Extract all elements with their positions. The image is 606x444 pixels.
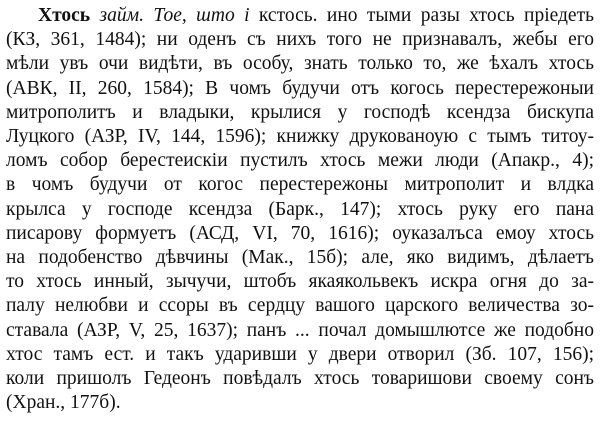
entry-line-9: крылса у господе ксендза (Барк., 147); хтось руку его пана <box>6 198 594 220</box>
entry-line-13: палу нелюбви и ссоры въ сердцу вашого царского величества зо- <box>6 295 594 317</box>
entry-line-1 <box>6 4 594 28</box>
entry-line-5: митрополитъ и владыки, крылися у господѣ ксендза бискупа <box>6 101 594 123</box>
entry-line-17: (Хран., 177б). <box>6 392 121 414</box>
entry-line-16: коли пришолъ Гедеонъ повѣдалъ хтось товаришови своему сонъ <box>6 368 594 390</box>
line-text: кстось. ино тыми разы хтось пріедеть <box>249 5 594 26</box>
entry-line-3: мѣли увъ очи видѣти, въ особу, знать только то, же ѣхалъ хтось <box>6 53 594 75</box>
entry-line-6: Луцкого (АЗР, IV, 144, 1596); книжку друкованоую с тымъ титоу- <box>6 126 594 148</box>
entry-line-4: (АВК, II, 260, 1584); В чомъ будучи отъ когось перестережоныи <box>6 77 594 99</box>
entry-line-2: (КЗ, 361, 1484); ни оденъ съ нихъ того не признавалъ, жебы его <box>6 29 594 51</box>
entry-line-8: в чомъ будучи от когос перестережоны митрополит и влдка <box>6 174 594 196</box>
entry-line-7: ломъ собор берестеискіи пустилъ хтось межи люди (Апакр., 4); <box>6 150 594 172</box>
entry-line-15: хтос тамъ ест. и такъ ударивши у двери отворил (Зб. 107, 156); <box>6 343 594 365</box>
entry-line-14: ставала (АЗР, V, 25, 1637); панъ ... почал домышлютсе же подобно <box>6 319 594 341</box>
headword: Хтось <box>38 5 91 26</box>
gloss: займ. Тое, што і <box>99 5 250 26</box>
entry-line-10: писарову формуетъ (АСД, VI, 70, 1616); оуказалъса емоу хтось <box>6 222 594 244</box>
entry-line-12: то хтось инный, зычучи, штобъ якаякольвекъ искра огня до за- <box>6 271 594 293</box>
entry-line-11: на подобенство дѣвчины (Мак., 15б); але, яко видимъ, дѣлаетъ <box>6 247 594 269</box>
